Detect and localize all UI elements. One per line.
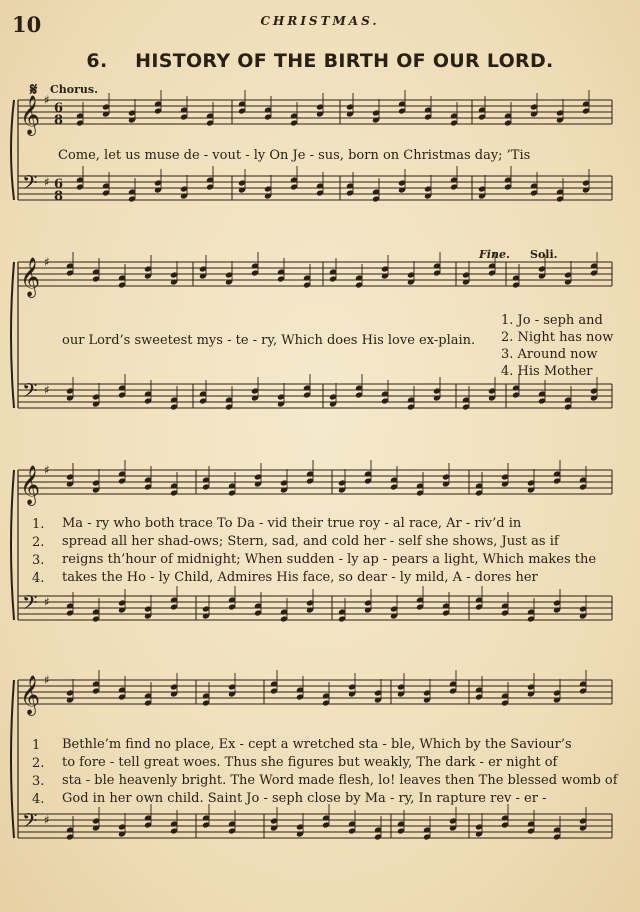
time-signature: 8 [54,113,64,128]
key-sharp: ♯ [44,595,50,609]
verse-line: reigns th’hour of midnight; When sudden - ly ap - pears a light, Which makes the [62,552,597,567]
verse-line: takes the Ho - ly Child, Admires His face, so dear - ly mild, A - dores her [62,570,538,585]
verse-number: 4. [32,792,45,807]
system-brace [11,680,14,838]
verse-number: 1. [32,517,45,532]
solo-stanza-starts [501,312,613,380]
key-sharp: ♯ [44,383,50,397]
treble-clef: 𝄞 [20,257,41,297]
page-number: 10 [12,12,42,37]
hymn-title-text: HISTORY OF THE BIRTH OF OUR LORD. [135,50,554,72]
key-sharp: ♯ [44,175,50,189]
verse-line: Bethle’m find no place, Ex - cept a wretched sta - ble, Which by the Saviour’s [62,737,572,752]
time-signature: 6 [54,177,64,192]
treble-clef: 𝄞 [20,465,41,505]
chorus-label: Chorus. [50,83,98,96]
system2-lyric: our Lord’s sweetest mys - te - ry, Which does His love ex-plain. [62,333,476,348]
treble-clef: 𝄞 [20,95,41,135]
treble-clef: 𝄞 [20,675,41,715]
system-brace [11,470,14,620]
verse-line: sta - ble heavenly bright. The Word made flesh, lo! leaves then The blessed womb of [62,773,618,788]
verse-number: 2. [32,756,45,771]
key-sharp: ♯ [44,673,50,687]
bass-clef: 𝄢 [22,809,38,837]
verse-line: God in her own child. Saint Jo - seph close by Ma - ry, In rapture rev - er - [62,791,547,806]
key-sharp: ♯ [44,93,50,107]
running-head: CHRISTMAS. [260,14,380,28]
bass-clef: 𝄢 [22,379,38,407]
verse-line: Ma - ry who both trace To Da - vid their true roy - al race, Ar - riv’d in [62,516,522,531]
solo-start-2: 2. Night has now [501,330,614,345]
bass-clef: 𝄢 [22,591,38,619]
hymn-number: 6. [86,50,108,72]
fine-label: Fine. [479,248,510,261]
system-brace [11,100,14,200]
time-signature: 8 [54,189,64,204]
key-sharp: ♯ [44,463,50,477]
verse-number: 4. [32,571,45,586]
verse-line: to fore - tell great woes. Thus she figures but weakly, The dark - er night of [62,755,558,770]
verse-number: 2. [32,535,45,550]
system-brace [11,262,14,408]
solo-start-4: 4. His Mother [501,364,593,379]
verse-line: spread all her shad-ows; Stern, sad, and cold her - self she shows, Just as if [62,534,559,549]
time-signature: 6 [54,101,64,116]
soli-label: Soli. [530,248,558,261]
key-sharp: ♯ [44,255,50,269]
key-sharp: ♯ [44,813,50,827]
segno-sign: 𝄋 [30,80,38,100]
verse-number: 3. [32,774,45,789]
verse-number: 1 [32,738,41,753]
bass-clef: 𝄢 [22,171,38,199]
solo-start-3: 3. Around now [501,347,598,362]
verse-number: 3. [32,553,45,568]
system1-lyric: Come, let us muse de - vout - ly On Je - sus, born on Christmas day; ’Tis [58,148,531,163]
solo-start-1: 1. Jo - seph and [501,313,603,328]
